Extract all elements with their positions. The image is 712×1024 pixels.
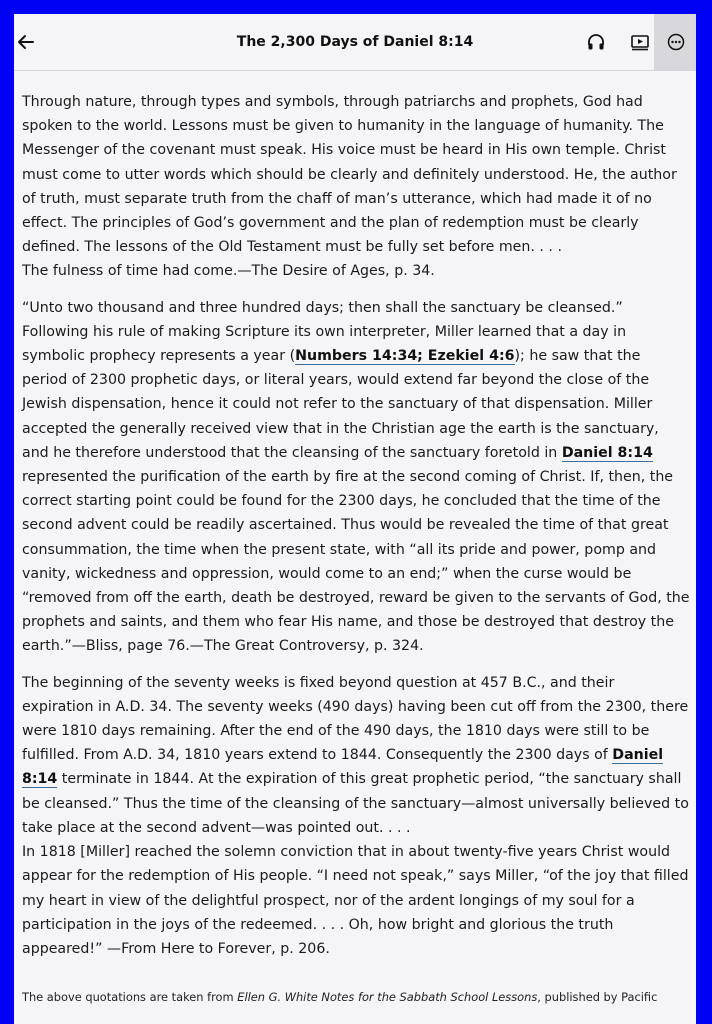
headphones-icon[interactable] <box>586 32 606 52</box>
scripture-link-daniel[interactable]: Daniel 8:14 <box>561 444 653 461</box>
paragraph-text: terminate in 1844. At the expiration of this great prophetic period, “the sanctuary shall be cleansed.” Thus the time of the cleansing of the sanctuary—almost universally believed to take place at the second advent—was pointed out. . . . <box>22 771 689 836</box>
paragraph-text: Through nature, through types and symbols, through patriarchs and prophets, God had spoken to the world. Lessons must be given to humanity in the language of humanity. The Messenger of the covenant must speak. His voice must be heard in His own temple. Christ must come to utter words which should be clearly and definitely understood. He, the author of truth, must separate truth from the chaff of man’s utterance, which had made it of no effect. The principles of God’s government and the plan of redemption must be clearly defined. The lessons of the Old Testament must be fully set before men. . . . <box>22 94 677 256</box>
more-options-button[interactable] <box>654 14 696 70</box>
header-bar <box>14 14 696 71</box>
paragraph-text: ); he saw that the period of 2300 prophetic days, or literal years, would extend far beyond the close of the Jewish dispensation, hence it could not refer to the sanctuary of that dispensation. Miller accepted the generally received view that in the Christian age the earth is the sanctuary, and he therefore understood that the cleansing of the sanctuary foretold in <box>22 348 659 461</box>
paragraph-text: “Unto two thousand and three hundred days; then shall the sanctuary be cleansed.” Following his rule of making Scripture its own interpreter, Miller learned that a day in symbolic prophecy represents a year ( <box>22 299 627 365</box>
page-title: The 2,300 Days of Daniel 8:14 <box>236 34 474 50</box>
scripture-link-daniel[interactable]: Daniel 8:14 <box>22 747 664 788</box>
footer-text: , published by Pacific <box>537 990 658 1004</box>
paragraph-text: The beginning of the seventy weeks is fixed beyond question at 457 B.C., and their expiration in A.D. 34. The seventy weeks (490 days) having been cut off from the 2300, there were 1810 days remaining. After the end of the 490 days, the 1810 days were still to be fulfilled. From A.D. 34, 1810 years extend to 1844. Consequently the 2300 days of <box>22 674 689 764</box>
paragraph-citation: The fulness of time had come.—The Desire of Ages, p. 34. <box>22 263 435 280</box>
reader-screen <box>14 14 696 1024</box>
scripture-link-numbers-ezekiel[interactable]: Numbers 14:34; Ezekiel 4:6 <box>295 348 515 365</box>
paragraph-2 <box>22 296 690 659</box>
video-play-icon[interactable] <box>630 32 650 52</box>
paragraph-text: represented the purification of the earth by fire at the second coming of Christ. If, then, the correct starting point could be found for the 2300 days, he concluded that the time of the second advent could be readily ascertained. Thus would be revealed the time of that great consummation, the time when the present state, with “all its pride and power, pomp and vanity, wickedness and oppression, would come to an end;” when the curse would be “removed from off the earth, death be destroyed, reward be given to the servants of God, the prophets and saints, and them who fear His name, and those be destroyed that destroy the earth.”—Bliss, page 76.—The Great Controversy, p. 324. <box>22 469 690 655</box>
source-note <box>22 990 692 1004</box>
footer-text: The above quotations are taken from <box>22 990 238 1004</box>
footer-book-title: Ellen G. White Notes for the Sabbath School Lessons <box>237 990 538 1004</box>
paragraph-3 <box>22 671 690 961</box>
paragraph-text: In 1818 [Miller] reached the solemn conviction that in about twenty-five years Christ would appear for the redemption of His people. “I need not speak,” says Miller, “of the joy that filled my heart in view of the delightful prospect, nor of the ardent longings of my soul for a participation in the joys of the redeemed. . . . Oh, how bright and glorious the truth appeared!” —From Here to Forever, p. 206. <box>22 844 689 957</box>
more-options-icon[interactable] <box>666 32 686 52</box>
paragraph-1 <box>22 90 690 284</box>
lesson-content <box>22 90 690 973</box>
